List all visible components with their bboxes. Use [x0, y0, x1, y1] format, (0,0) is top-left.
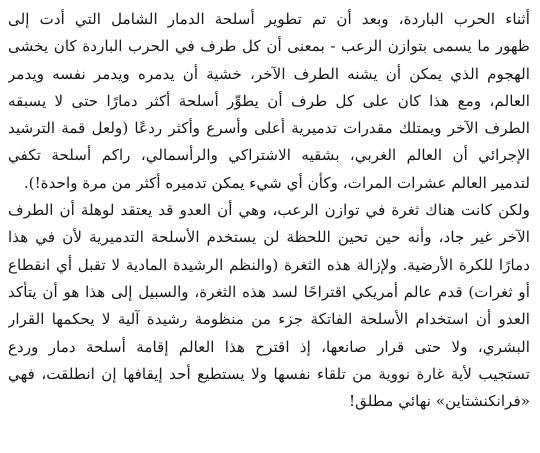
text-line-9: الآخر غير جاد، وأنه حين تحين اللحظة لن يستخدم الأسلحة التدميرية لأن في هذا: [8, 228, 530, 247]
text-line-5: الطرف الآخر ويمتلك مقدرات تدميرية أعلى وأسرع وأكثر ردعًا (ولعل قمة الترشيد: [8, 119, 530, 138]
text-line-4: العالم، ومع هذا كان على كل طرف أن يطوِّر أسلحة أكثر دمارًا حتى لا يسبقه: [8, 91, 530, 110]
text-line-13: البشري، ولا حتى قرار صانعها، إذ اقترح هذا العالم إقامة أسلحة دمار وردع: [8, 337, 530, 356]
body-text: [8, 6, 530, 415]
text-line-15: «فرانكنشتاين» نهائي مطلق!: [349, 392, 530, 411]
text-line-1: أثناء الحرب الباردة، وبعد أن تم تطوير أسلحة الدمار الشامل التي أدت إلى: [8, 10, 530, 28]
text-line-7: لتدمير العالم عشرات المرات، وكأن أي شيء يمكن تدميره أكثر من مرة واحدة!).: [23, 173, 530, 192]
text-line-6: الإجرائي أن العالم الغربي، بشقيه الاشتراكي والرأسمالي، راكم أسلحة تكفي: [8, 146, 530, 165]
text-line-3: الهجوم الذي يمكن أن يشنه الطرف الآخر، خشية أن يدمره ويدمر نفسه ويدمر: [8, 64, 530, 83]
text-line-12: العدو أن استخدام الأسلحة الفاتكة جزء من منظومة رشيدة آلية لا يحكمها القرار: [8, 310, 530, 329]
text-line-11: أو ثغرات) قدم عالم أمريكي اقتراحًا لسد هذه الثغرة، والسبيل إلى هذا هو أن يتأكد: [8, 282, 530, 301]
text-line-14: تستجيب لأية غارة نووية من تلقاء نفسها ولا يستطيع أحد إيقافها إن انطلقت، فهي: [8, 364, 530, 383]
text-line-2: ظهور ما يسمى بتوازن الرعب - بمعنى أن كل طرف في الحرب الباردة كان يخشى: [8, 37, 530, 56]
text-line-10: دمارًا للكرة الأرضية. ولإزالة هذه الثغرة (والنظم الرشيدة المادية لا تقبل أي انقطاع: [8, 255, 530, 274]
text-line-8: ولكن كانت هناك ثغرة في توازن الرعب، وهي أن العدو قد يعتقد لوهلة أن الطرف: [8, 201, 530, 220]
